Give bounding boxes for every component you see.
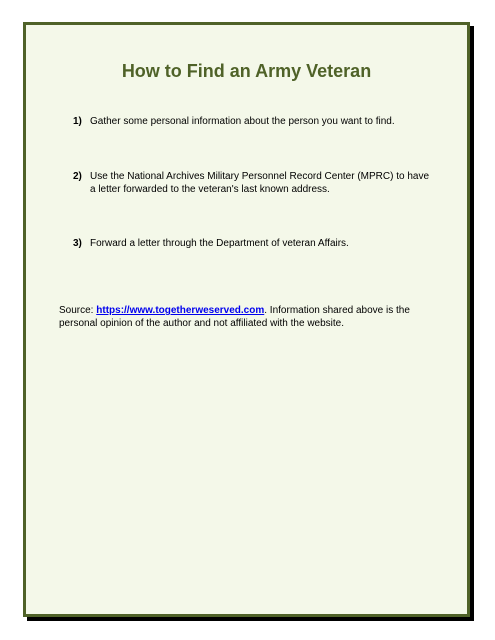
step-text: Forward a letter through the Department of veteran Affairs. (90, 238, 349, 249)
source-link[interactable]: https://www.togetherweserved.com (96, 305, 265, 316)
step-number: 3) (73, 238, 82, 249)
step-text: Gather some personal information about the person you want to find. (90, 116, 395, 127)
step-number: 1) (73, 116, 82, 127)
list-item (73, 237, 433, 250)
source-prefix: Source: (59, 305, 97, 316)
source-disclaimer: . Information shared above is the personal opinion of the author and not affiliated with the website. (59, 305, 410, 329)
source-note (59, 304, 434, 330)
page-title: How to Find an Army Veteran (121, 61, 372, 81)
content-frame (23, 22, 470, 617)
list-item (73, 170, 433, 196)
list-item (73, 115, 433, 128)
step-number: 2) (73, 171, 82, 182)
step-text: Use the National Archives Military Personnel Record Center (MPRC) to have a letter forwarded to the veteran's last known address. (90, 171, 430, 195)
